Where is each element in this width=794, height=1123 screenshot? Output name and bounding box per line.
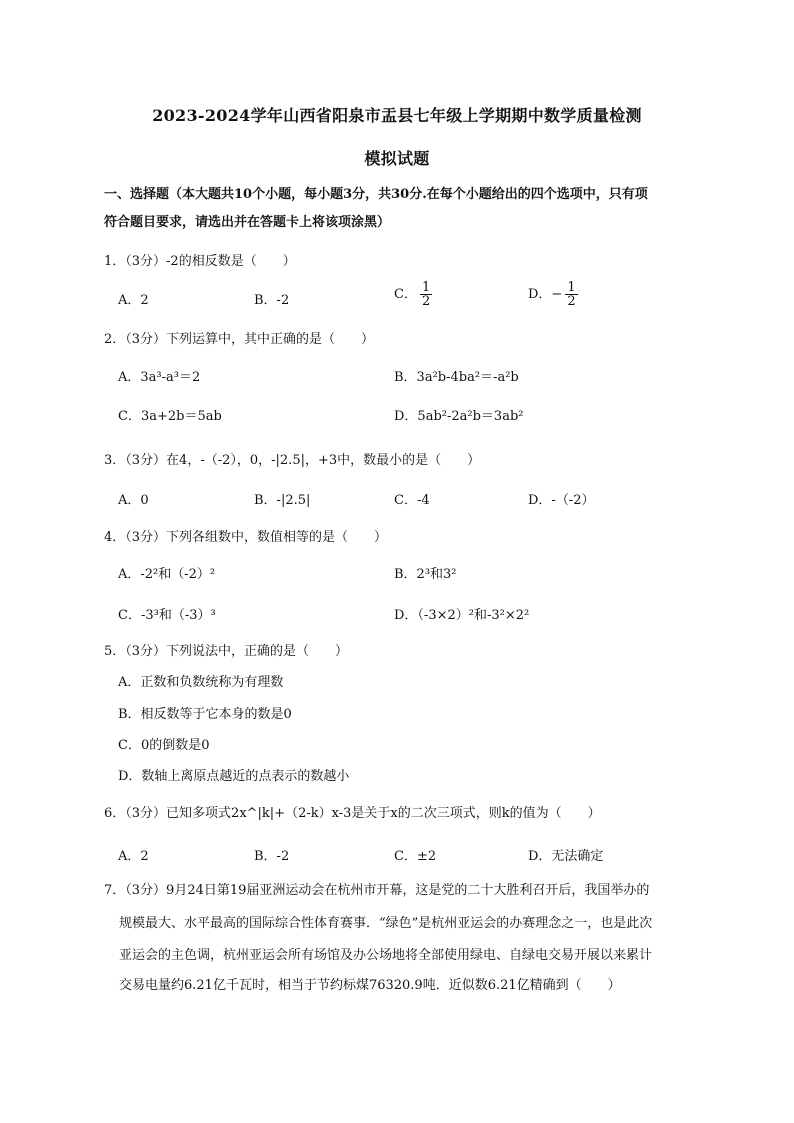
q5-option-c: C．0的倒数是0 (118, 738, 210, 753)
section1-heading-line1: 一、选择题（本大题共10个小题，每小题3分，共30分.在每个小题给出的四个选项中，只有项 (104, 187, 648, 202)
q1-option-d (528, 281, 578, 308)
q2-option-b: B．3a²b-4ba²＝-a²b (394, 370, 519, 385)
q1-option-c-fraction (420, 281, 432, 308)
q6-option-b: B．-2 (254, 849, 290, 864)
q2-option-a: A．3a³-a³＝2 (118, 370, 201, 385)
q1-option-c (394, 281, 432, 308)
q4-option-b: B．2³和3² (394, 567, 457, 582)
q3-option-a: A．0 (118, 493, 149, 508)
q6-option-d: D．无法确定 (528, 849, 604, 864)
q3-stem: 3．（3分）在4，-（-2），0，-|2.5|，+3中，数最小的是（ ） (104, 453, 481, 468)
q7-stem-line2: 规模最大、水平最高的国际综合性体育赛事．“绿色”是杭州亚运会的办赛理念之一，也是此次 (119, 916, 653, 931)
q6-stem: 6．（3分）已知多项式2x^|k|+（2-k）x-3是关于x的二次三项式，则k的值为（ ） (104, 806, 601, 821)
q4-option-c: C．-3³和（-3）³ (118, 608, 216, 623)
q7-stem-line3: 亚运会的主色调，杭州亚运会所有场馆及办公场地将全部使用绿电、自绿电交易开展以来累计 (119, 948, 653, 963)
q5-stem: 5．（3分）下列说法中，正确的是（ ） (104, 644, 349, 659)
q5-option-b: B．相反数等于它本身的数是0 (118, 707, 292, 722)
q1-option-c-numerator: 1 (421, 280, 431, 295)
exam-title-line2: 模拟试题 (364, 149, 430, 168)
q3-option-b: B．-|2.5| (254, 493, 311, 508)
q1-option-a: A．2 (118, 293, 149, 308)
q4-option-d: D．（-3×2）²和-3²×2² (394, 608, 530, 623)
q6-option-a: A．2 (118, 849, 149, 864)
q5-option-a: A．正数和负数统称为有理数 (118, 675, 284, 690)
q7-stem-line1: 7．（3分）9月24日第19届亚洲运动会在杭州市开幕，这是党的二十大胜利召开后，我国举办的 (104, 883, 650, 898)
q1-option-c-label: C． (394, 287, 417, 302)
q1-option-d-fraction (565, 281, 577, 308)
q2-option-c: C．3a+2b＝5ab (118, 409, 222, 424)
q1-option-b: B．-2 (254, 293, 290, 308)
section1-heading-line2: 符合题目要求，请选出并在答题卡上将该项涂黑） (104, 215, 391, 230)
q1-option-d-numerator: 1 (567, 280, 576, 295)
q2-stem: 2．（3分）下列运算中，其中正确的是（ ） (104, 332, 375, 347)
exam-title-line1: 2023-2024学年山西省阳泉市盂县七年级上学期期中数学质量检测 (152, 106, 642, 125)
q4-option-a: A．-2²和（-2）² (118, 567, 216, 582)
q1-stem: 1．（3分）-2的相反数是（ ） (104, 254, 296, 269)
q1-option-c-denominator: 2 (421, 294, 431, 309)
q4-stem: 4．（3分）下列各组数中，数值相等的是（ ） (104, 530, 388, 545)
q1-option-d-denominator: 2 (567, 294, 576, 309)
q2-option-d: D．5ab²-2a²b＝3ab² (394, 409, 524, 424)
q1-option-d-label: D．− (528, 287, 563, 302)
q5-option-d: D．数轴上离原点越近的点表示的数越小 (118, 769, 350, 784)
q6-option-c: C．±2 (394, 849, 437, 864)
q3-option-d: D．-（-2） (528, 493, 595, 508)
q7-stem-line4: 交易电量约6.21亿千瓦时，相当于节约标煤76320.9吨．近似数6.21亿精确到（ ） (119, 978, 621, 993)
q3-option-c: C．-4 (394, 493, 430, 508)
